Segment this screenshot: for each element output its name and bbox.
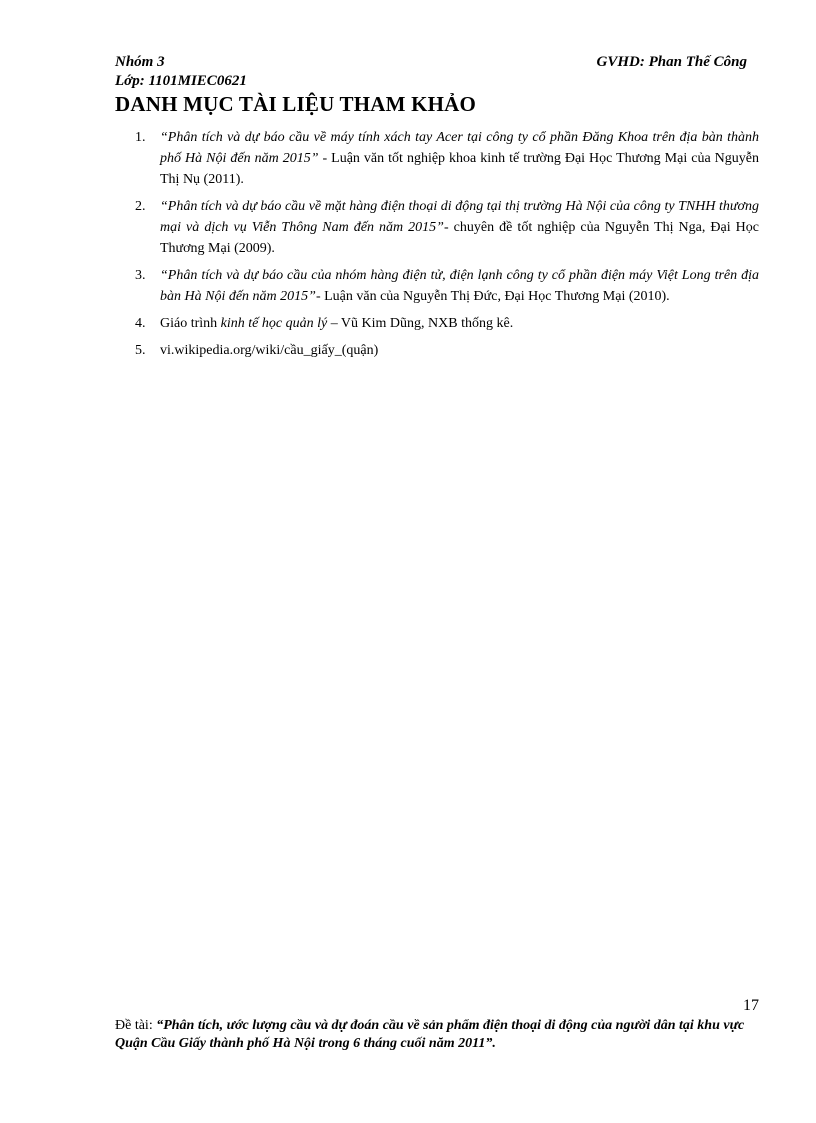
reference-details: - Luận văn của Nguyễn Thị Đức, Đại Học Thương Mại (2010). [315,289,670,304]
advisor-label: GVHD: Phan Thế Công [596,54,747,70]
reference-number: 5. [135,343,146,358]
footer-topic [115,1017,765,1053]
group-label: Nhóm 3 [115,54,165,70]
class-label: Lớp: 1101MIEC0621 [115,73,247,89]
reference-title: kinh tế học quản lý [220,316,328,331]
reference-item [135,127,759,190]
reference-number: 3. [135,268,146,283]
reference-details: - Luận văn tốt nghiệp khoa kinh tế trường Đại Học Thương Mại của Nguyễn Thị Nụ (2011). [160,151,759,187]
reference-prefix: Giáo trình [160,316,221,331]
reference-details: - chuyên đề tốt nghiệp của Nguyễn Thị Nga, Đại Học Thương Mại (2009). [160,220,759,256]
footer-topic-text: “Phân tích, ước lượng cầu và dự đoán cầu về sản phẩm điện thoại di động của người dân tại khu vực Quận Cầu Giấy thành phố Hà Nội trong 6 tháng cuối năm 2011”. [115,1018,745,1051]
reference-item [135,313,759,334]
reference-details: – Vũ Kim Dũng, NXB thống kê. [327,316,514,331]
reference-number: 1. [135,130,146,145]
page-title: DANH MỤC TÀI LIỆU THAM KHẢO [115,92,477,116]
reference-title: “Phân tích và dự báo cầu về máy tính xách tay Acer tại công ty cổ phần Đăng Khoa trên địa bàn thành phố Hà Nội đến năm 2015” [160,130,759,166]
reference-list [135,127,759,367]
reference-title: “Phân tích và dự báo cầu của nhóm hàng điện tử, điện lạnh công ty cổ phần điện máy Việt Long trên địa bàn Hà Nội đến năm 2015” [160,268,759,304]
reference-item [135,196,759,259]
reference-url: vi.wikipedia.org/wiki/cầu_giấy_(quận) [160,343,379,358]
reference-title: “Phân tích và dự báo cầu về mặt hàng điện thoại di động tại thị trường Hà Nội của công ty TNHH thương mại và dịch vụ Viễn Thông Nam đến năm 2015” [160,199,759,235]
footer-label: Đề tài: [115,1018,157,1033]
reference-number: 4. [135,316,146,331]
page-number: 17 [743,997,759,1014]
reference-item [135,340,759,361]
reference-item [135,265,759,307]
reference-number: 2. [135,199,146,214]
